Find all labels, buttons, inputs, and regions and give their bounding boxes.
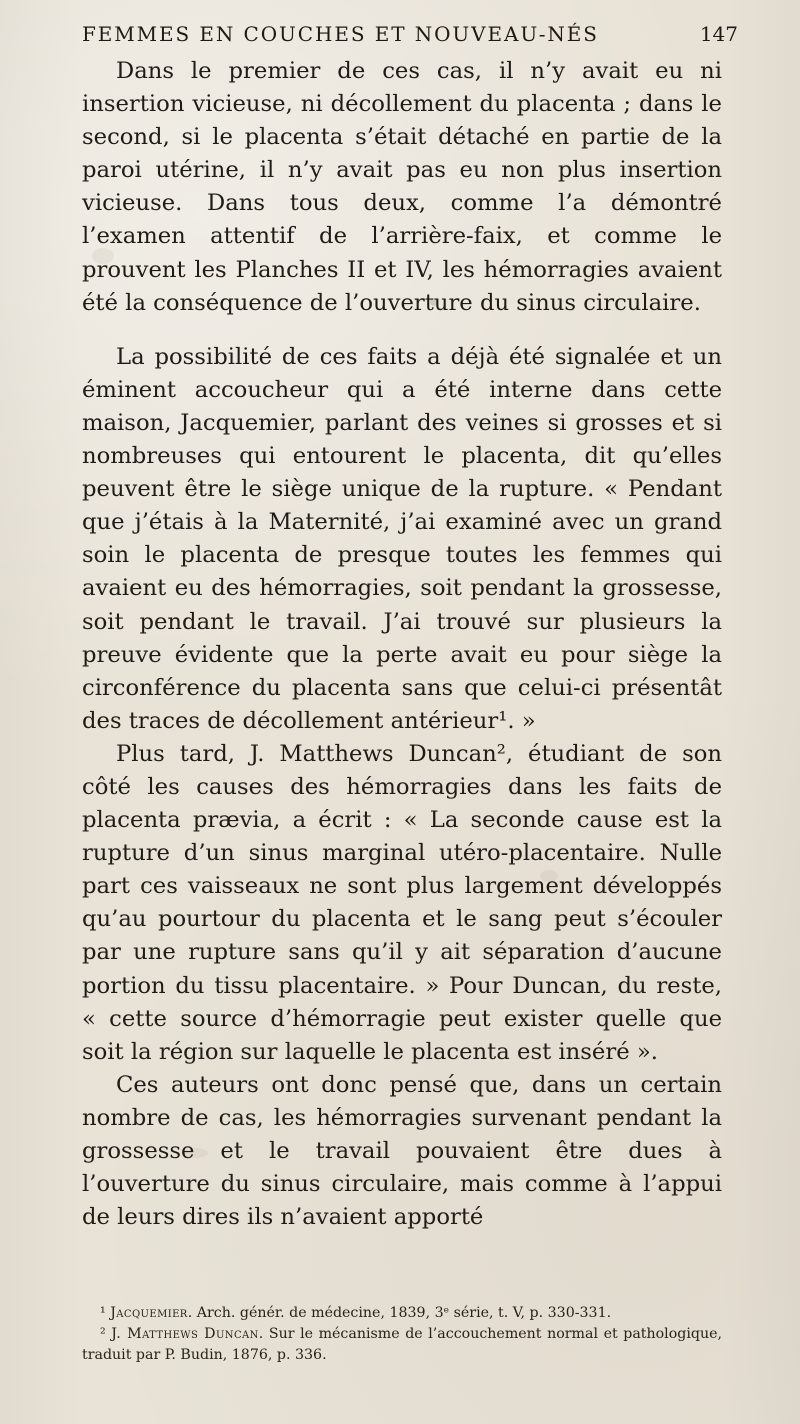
paragraph: Plus tard, J. Matthews Duncan², étudiant de son côté les causes des hémorragies dans les faits de placenta prævia, a écrit : « La seconde cause est la rupture d’un sinus marginal utéro-placentaire. Nulle part ces vaisseaux ne sont plus largement développés qu’au pourtour du placenta et le sang peut s’écouler par une rupture sans qu’il y ait séparation d’aucune portion du tissu placentaire. » Pour Duncan, du reste, « cette source d’hémorragie peut exister quelle que soit la région sur laquelle le placenta est inséré ».: [82, 740, 722, 1065]
running-header: [82, 22, 738, 56]
footnote-reference: . Sur le mécanisme de l’accouchement normal et pathologique, traduit par P. Budin, 1876, p. 336.: [82, 1326, 722, 1363]
footnote-author: J. Matthews Duncan: [111, 1326, 259, 1342]
body-text: [82, 55, 722, 1234]
paragraph: Dans le premier de ces cas, il n’y avait eu ni insertion vicieuse, ni décollement du placenta ; dans le second, si le placenta s’était détaché en partie de la paroi utérine, il n’y avait pas eu non plus insertion vicieuse. Dans tous deux, comme l’a démontré l’examen attentif de l’arrière-faix, et comme le prouvent les Planches II et IV, les hémorragies avaient été la conséquence de l’ouverture du sinus circulaire.: [82, 58, 722, 316]
footnote-reference: . Arch. génér. de médecine, 1839, 3ᵉ série, t. V, p. 330-331.: [187, 1305, 612, 1321]
footnotes: [82, 1303, 722, 1366]
footnote: [82, 1324, 722, 1366]
footnote-author: Jacquemier: [110, 1305, 188, 1321]
page-number: 147: [699, 22, 738, 46]
footnote: [82, 1303, 722, 1324]
footnote-marker: ¹: [100, 1305, 106, 1321]
footnote-marker: ²: [100, 1326, 106, 1342]
paragraph: Ces auteurs ont donc pensé que, dans un certain nombre de cas, les hémorragies survenant pendant la grossesse et le travail pouvaient être dues à l’ouverture du sinus circulaire, mais comme à l’appui de leurs dires ils n’avaient apporté: [82, 1071, 722, 1231]
running-title: FEMMES EN COUCHES ET NOUVEAU-NÉS: [82, 22, 599, 46]
paragraph: La possibilité de ces faits a déjà été signalée et un éminent accoucheur qui a été interne dans cette maison, Jacquemier, parlant des veines si grosses et si nombreuses qui entourent le placenta, dit qu’elles peuvent être le siège unique de la rupture. « Pendant que j’étais à la Maternité, j’ai examiné avec un grand soin le placenta de presque toutes les femmes qui avaient eu des hémorragies, soit pendant la grossesse, soit pendant le travail. J’ai trouvé sur plusieurs la preuve évidente que la perte avait eu pour siège la circonférence du placenta sans que celui-ci présentât des traces de décollement antérieur¹. »: [82, 343, 722, 734]
